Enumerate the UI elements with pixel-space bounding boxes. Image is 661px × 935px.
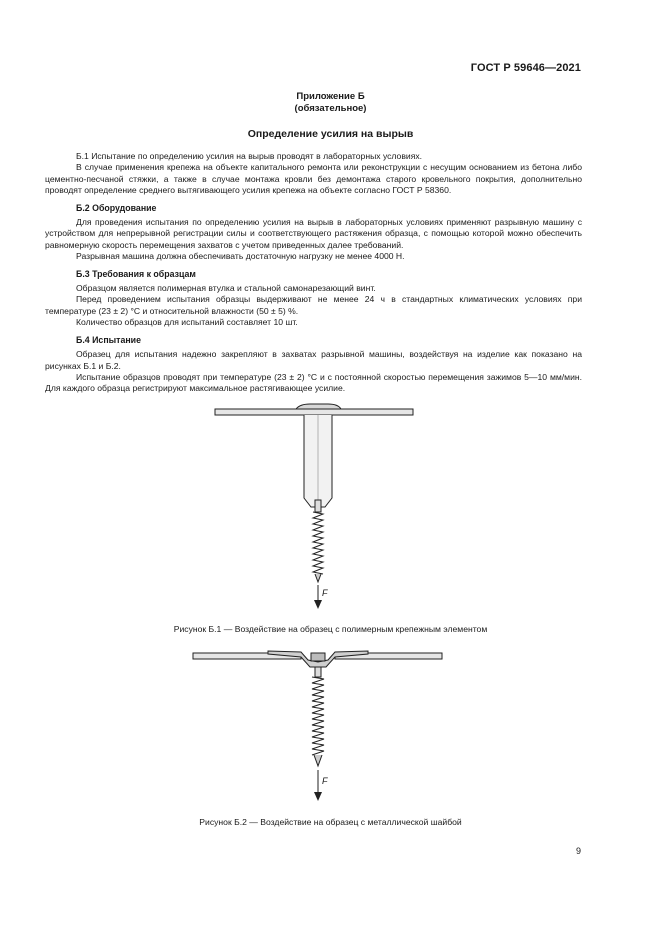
document-body (45, 151, 582, 395)
paragraph: Разрывная машина должна обеспечивать достаточную нагрузку не менее 4000 Н. (76, 251, 405, 262)
paragraph: Образцом является полимерная втулка и стальной самонарезающий винт. (76, 283, 376, 294)
force-label: F (322, 776, 328, 786)
paragraph: Образец для испытания надежно закрепляют в захватах разрывной машины, воздействуя на изделие как показано на рисунках Б.1 и Б.2. (45, 349, 582, 371)
annex-title: Приложение Б (296, 91, 365, 102)
section-title: Определение усилия на вырыв (247, 128, 414, 140)
figure-2-caption: Рисунок Б.2 — Воздействие на образец с металлической шайбой (199, 817, 462, 827)
paragraph: Перед проведением испытания образцы выдерживают не менее 24 ч в стандартных климатических условиях при температуре (23 ± 2) °С и относительной влажности (50 ± 5) %. (45, 294, 582, 316)
page-number: 9 (575, 846, 581, 856)
paragraph: Б.1 Испытание по определению усилия на вырыв проводят в лабораторных условиях. (76, 151, 423, 161)
subsection-heading: Б.2 Оборудование (76, 202, 157, 213)
subsection-heading: Б.4 Испытание (76, 334, 141, 345)
annex-subtitle: (обязательное) (294, 103, 367, 114)
subsection-heading: Б.3 Требования к образцам (76, 268, 196, 279)
paragraph: Испытание образцов проводят при температуре (23 ± 2) °С и с постоянной скоростью перемещения зажимов 5—10 мм/мин. Для каждого образца регистрируют максимальное растягивающее усилие. (45, 371, 582, 394)
force-label: F (322, 588, 328, 598)
figure-1-caption: Рисунок Б.1 — Воздействие на образец с полимерным крепежным элементом (173, 624, 488, 634)
paragraph: Для проведения испытания по определению усилия на вырыв в лабораторных условиях применяют разрывную машину с устройством для непрерывной регистрации силы и соответствующего растяжения образца, с помощью которой можно обеспечить равномерную скорость перемещения захватов с учетом приведенных далее требований. (45, 217, 582, 250)
paragraph: В случае применения крепежа на объекте капитального ремонта или реконструкции с несущим основанием из бетона либо цементно-песчаной стяжки, а также в случае монтажа кровли без демонтажа старого кровельного покрытия, дополнительно проводят определение среднего вытягивающего усилия крепежа на объекте согласно ГОСТ Р 58360. (45, 162, 582, 196)
standard-number: ГОСТ Р 59646—2021 (470, 62, 581, 74)
paragraph: Количество образцов для испытаний составляет 10 шт. (76, 317, 298, 328)
